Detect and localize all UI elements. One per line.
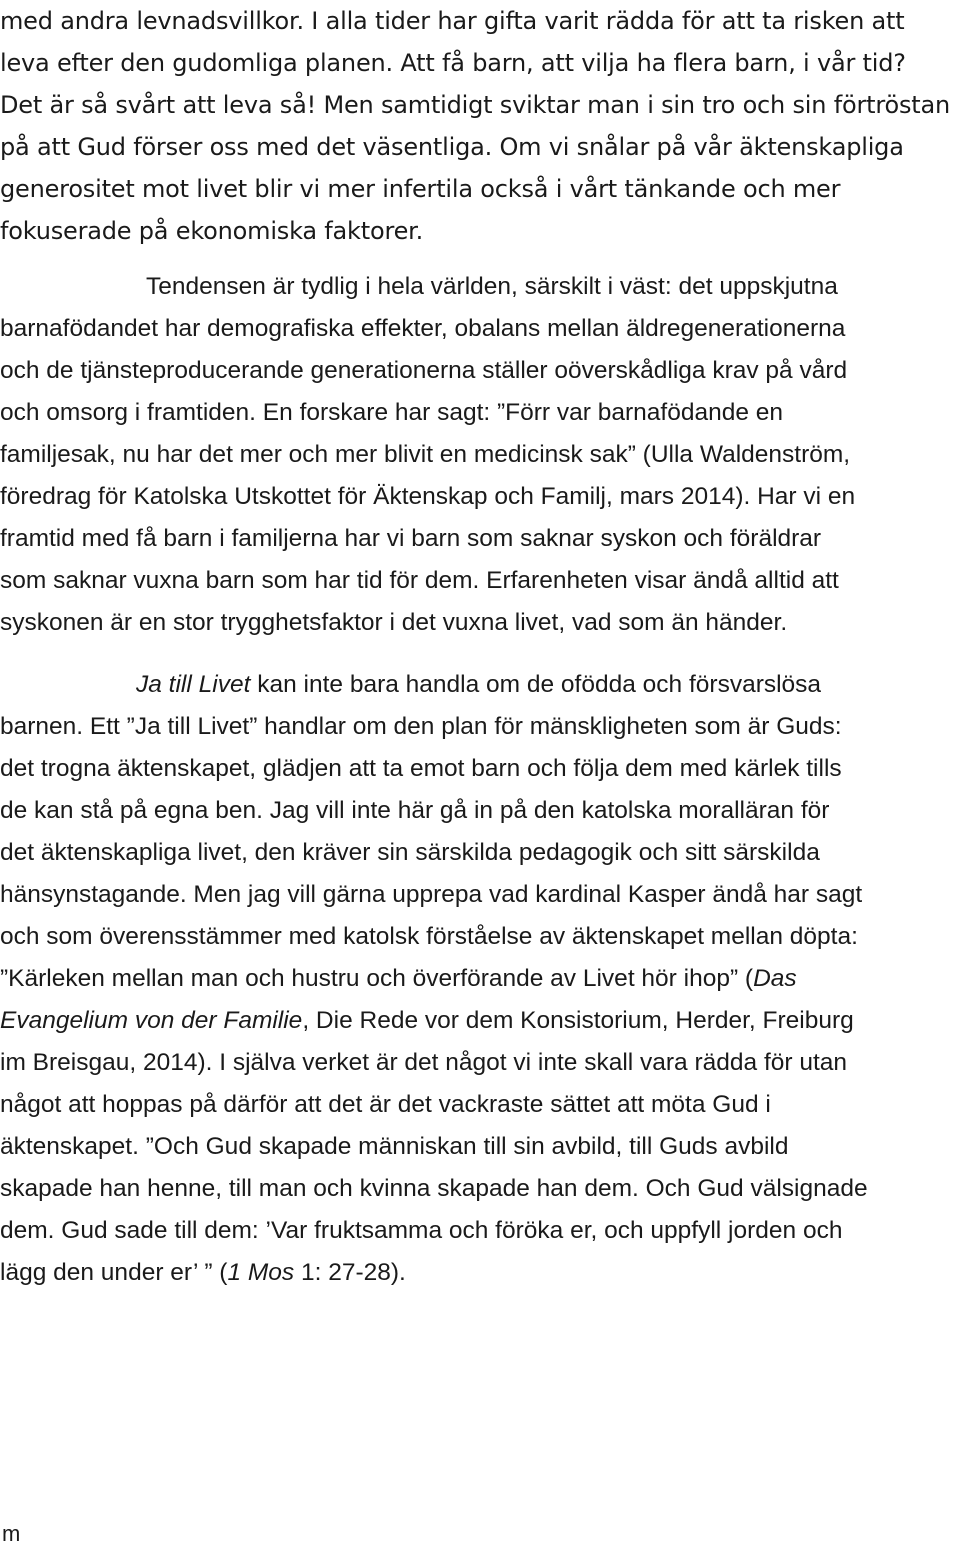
- text-line: [0, 664, 960, 706]
- text-line: och omsorg i framtiden. En forskare har sagt: ”Förr var barnafödande en: [0, 399, 784, 426]
- text-line: de kan stå på egna ben. Jag vill inte här gå in på den katolska moralläran för: [0, 797, 830, 824]
- text-line: barnafödandet har demografiska effekter, obalans mellan äldregenerationerna: [0, 315, 846, 342]
- text-run: , Die Rede vor dem Konsistorium, Herder, Freiburg: [302, 1007, 854, 1034]
- text-line: äktenskapet. ”Och Gud skapade människan till sin avbild, till Guds avbild: [0, 1133, 789, 1160]
- italic-title: Evangelium von der Familie: [0, 1007, 303, 1034]
- text-line: och som överensstämmer med katolsk förståelse av äktenskapet mellan döpta:: [0, 923, 858, 950]
- text-line: barnen. Ett ”Ja till Livet” handlar om den plan för mänskligheten som är Guds:: [0, 713, 842, 740]
- text-line: föredrag för Katolska Utskottet för Äktenskap och Familj, mars 2014). Har vi en: [0, 483, 856, 510]
- text-line: fokuserade på ekonomiska faktorer.: [0, 217, 424, 245]
- text-run: ”Kärleken mellan man och hustru och överförande av Livet hör ihop” (: [0, 965, 754, 992]
- text-run: kan inte bara handla om de ofödda och försvarslösa: [250, 671, 822, 698]
- text-line: dem. Gud sade till dem: ’Var fruktsamma och föröka er, och uppfyll jorden och: [0, 1217, 843, 1244]
- paragraph-1: [0, 0, 960, 252]
- text-line: Det är så svårt att leva så! Men samtidigt sviktar man i sin tro och sin förtröstan: [0, 91, 950, 119]
- text-line: som saknar vuxna barn som har tid för dem. Erfarenheten visar ändå alltid att: [0, 567, 839, 594]
- text-line: något att hoppas på därför att det är det vackraste sättet att möta Gud i: [0, 1091, 771, 1118]
- text-line: familjesak, nu har det mer och mer blivit en medicinsk sak” (Ulla Waldenström,: [0, 441, 851, 468]
- text-line: framtid med få barn i familjerna har vi barn som saknar syskon och föräldrar: [0, 525, 822, 552]
- text-line: med andra levnadsvillkor. I alla tider har gifta varit rädda för att ta risken att: [0, 7, 905, 35]
- text-line: im Breisgau, 2014). I själva verket är det något vi inte skall vara rädda för utan: [0, 1049, 848, 1076]
- text-line: det trogna äktenskapet, glädjen att ta emot barn och följa dem med kärlek tills: [0, 755, 842, 782]
- text-line: skapade han henne, till man och kvinna skapade han dem. Och Gud välsignade: [0, 1175, 868, 1202]
- text-line: generositet mot livet blir vi mer infertila också i vårt tänkande och mer: [0, 175, 841, 203]
- text-line: hänsynstagande. Men jag vill gärna upprepa vad kardinal Kasper ändå har sagt: [0, 881, 863, 908]
- text-line: och de tjänsteproducerande generationerna ställer oöverskådliga krav på vård: [0, 357, 848, 384]
- text-line: [0, 958, 960, 1000]
- italic-title: Ja till Livet: [136, 671, 251, 698]
- footer-mark: m: [2, 1521, 21, 1546]
- paragraph-3: [0, 664, 960, 1294]
- paragraph-2: [0, 266, 960, 644]
- text-line: [0, 1252, 960, 1294]
- italic-citation: 1 Mos: [227, 1259, 295, 1286]
- text-run: 1: 27-28).: [294, 1259, 406, 1286]
- text-line: Tendensen är tydlig i hela världen, särskilt i väst: det uppskjutna: [146, 273, 838, 300]
- text-line: [0, 1000, 960, 1042]
- italic-title: Das: [753, 965, 797, 992]
- text-run: lägg den under er’ ” (: [0, 1259, 228, 1286]
- text-line: syskonen är en stor trygghetsfaktor i det vuxna livet, vad som än händer.: [0, 609, 788, 636]
- text-line: leva efter den gudomliga planen. Att få barn, att vilja ha flera barn, i vår tid?: [0, 49, 906, 77]
- text-line: det äktenskapliga livet, den kräver sin särskilda pedagogik och sitt särskilda: [0, 839, 820, 866]
- text-line: på att Gud förser oss med det väsentliga. Om vi snålar på vår äktenskapliga: [0, 133, 904, 161]
